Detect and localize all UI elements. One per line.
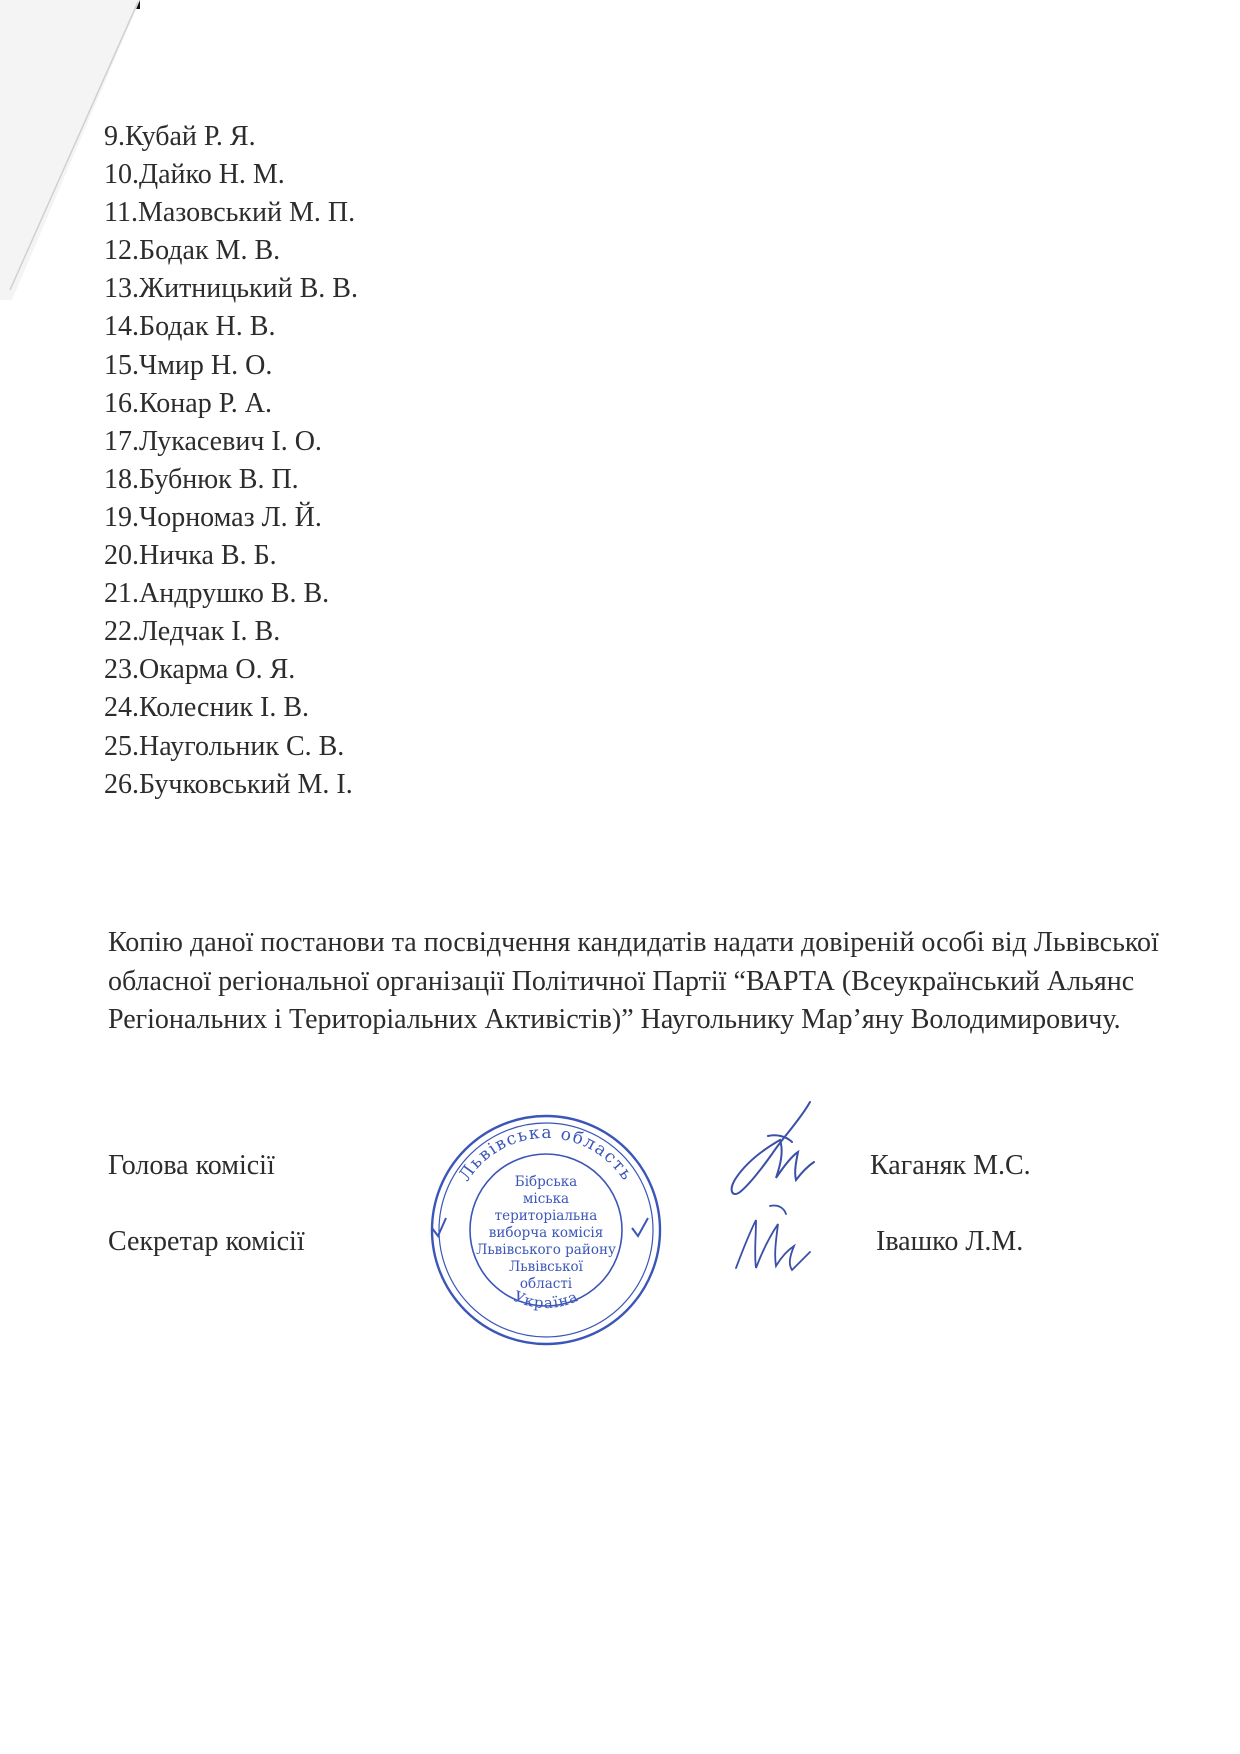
stamp-line: Львівського району <box>476 1242 616 1258</box>
list-item: 10.Дайко Н. М. <box>104 159 285 191</box>
list-item: 12.Бодак М. В. <box>104 235 281 267</box>
list-item: 25.Наугольник С. В. <box>104 730 345 762</box>
list-item: 20.Ничка В. Б. <box>104 540 277 572</box>
candidate-list <box>104 118 358 804</box>
stamp-line: Львівської <box>509 1259 583 1275</box>
list-item: 17.Лукасевич І. О. <box>104 425 322 457</box>
list-item: 22.Ледчак І. В. <box>104 616 281 648</box>
secretary-name: Івашко Л.М. <box>876 1226 1024 1257</box>
list-item: 11.Мазовський М. П. <box>104 197 356 229</box>
stamp-outer-bottom: Україна <box>510 1287 582 1313</box>
head-name: Каганяк М.С. <box>870 1150 1031 1181</box>
stamp-line: міська <box>522 1191 570 1207</box>
list-item: 23.Окарма О. Я. <box>104 654 296 686</box>
stamp-line: області <box>519 1276 573 1292</box>
stamp-line: територіальна <box>494 1208 598 1224</box>
list-item: 24.Колесник І. В. <box>104 692 310 724</box>
stamp-line: Бібрська <box>514 1174 578 1190</box>
head-title: Голова комісії <box>108 1150 275 1181</box>
commission-stamp <box>424 1108 668 1352</box>
list-item: 13.Житницький В. В. <box>104 273 358 305</box>
list-item: 21.Андрушко В. В. <box>104 578 330 610</box>
resolution-paragraph: Копію даної постанови та посвідчення кандидатів надати довіреній особі від Львівської обласної регіональної організації Політичної Партії “ВАРТА (Всеукраїнський Альянс Регіональних і Територіальних Активістів)” Наугольнику Мар’яну Володимировичу. <box>108 927 1159 1035</box>
list-item: 9.Кубай Р. Я. <box>104 121 256 152</box>
list-item: 16.Конар Р. А. <box>104 387 272 419</box>
head-signature-icon <box>726 1096 822 1206</box>
stamp-outer-top: Львівська область <box>455 1122 638 1185</box>
secretary-signature-icon <box>730 1196 820 1278</box>
list-item: 26.Бучковський М. І. <box>104 768 353 800</box>
list-item: 15.Чмир Н. О. <box>104 349 273 381</box>
secretary-title: Секретар комісії <box>108 1226 305 1257</box>
list-item: 19.Чорномаз Л. Й. <box>104 501 322 533</box>
list-item: 18.Бубнюк В. П. <box>104 463 299 495</box>
list-item: 14.Бодак Н. В. <box>104 311 276 343</box>
stamp-line: виборча комісія <box>488 1225 604 1241</box>
